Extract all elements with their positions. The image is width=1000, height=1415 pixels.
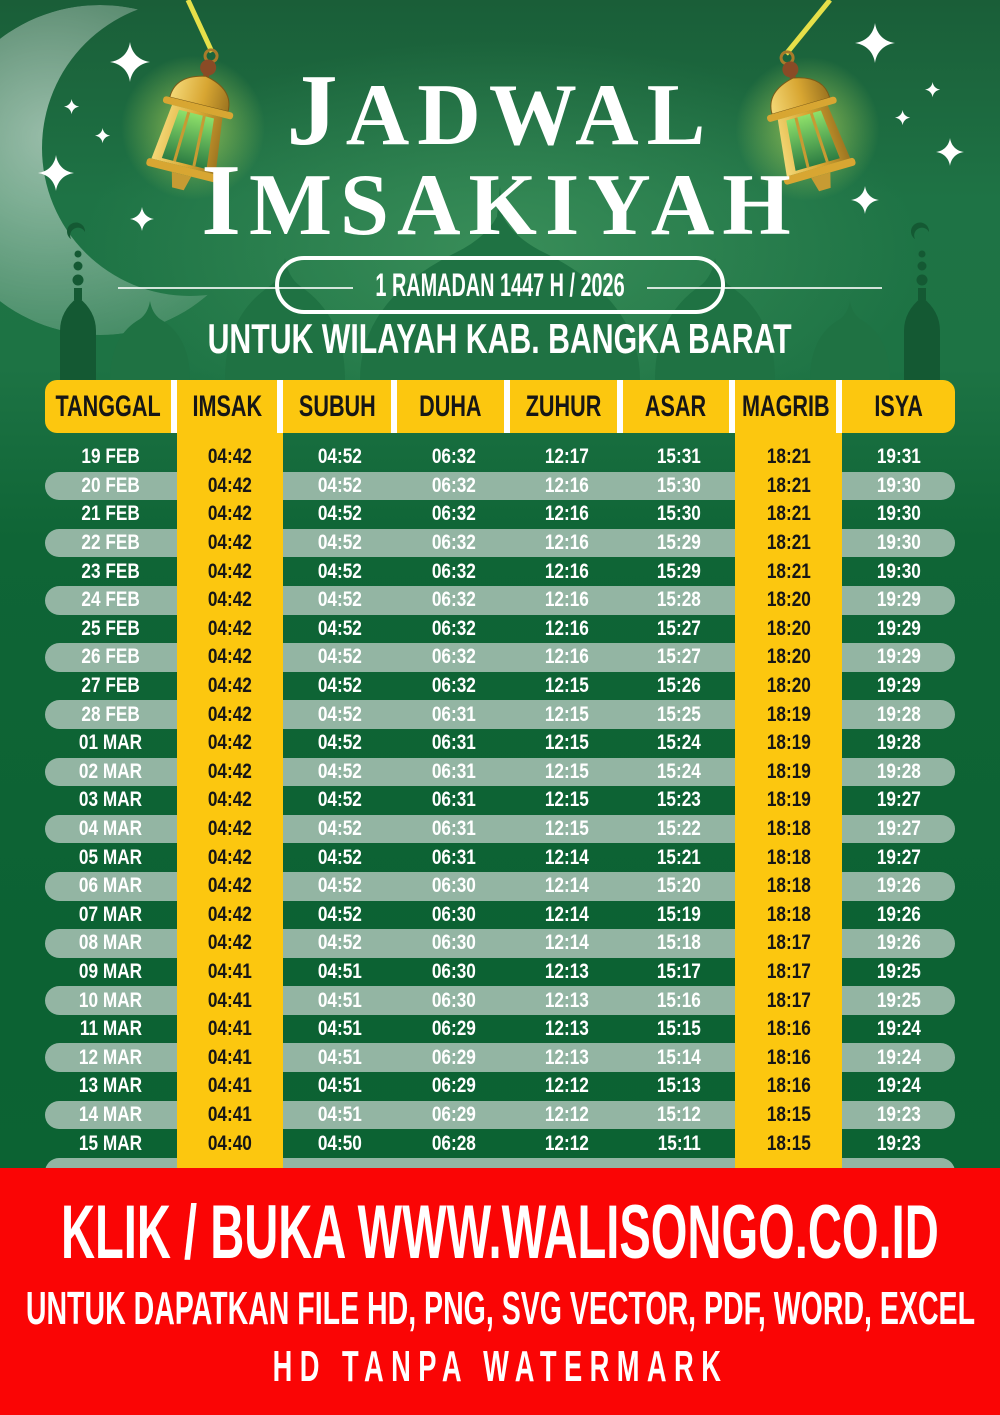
- time-cell: 06:31: [431, 817, 476, 841]
- time-cell: 06:30: [431, 931, 476, 955]
- time-cell: 12:14: [544, 902, 589, 926]
- time-cell: 19:30: [876, 559, 921, 583]
- time-cell: 06:31: [431, 845, 476, 869]
- time-cell: 19:28: [876, 731, 921, 755]
- time-cell: 06:32: [431, 502, 476, 526]
- time-cell: 06:31: [431, 788, 476, 812]
- time-cell: 04:41: [177, 986, 283, 1015]
- time-cell: 19:28: [876, 702, 921, 726]
- time-cell: 12:16: [544, 616, 589, 640]
- time-cell: 15:13: [656, 1074, 702, 1098]
- time-cell: 12:14: [544, 874, 589, 898]
- time-cell: 04:51: [317, 1074, 363, 1098]
- date-cell: 10 MAR: [79, 988, 143, 1012]
- poster-title-line2: IMSAKIYAH: [201, 144, 799, 257]
- time-cell: 19:23: [876, 1131, 921, 1155]
- time-cell: 12:15: [544, 702, 589, 726]
- table-row: [45, 615, 955, 644]
- time-cell: 04:52: [317, 502, 363, 526]
- time-cell: 06:32: [431, 559, 476, 583]
- time-cell: 06:28: [431, 1131, 476, 1155]
- time-cell: 15:20: [656, 874, 702, 898]
- time-cell: 04:42: [177, 443, 283, 472]
- time-cell: 04:41: [177, 958, 283, 987]
- time-cell: 18:21: [735, 557, 842, 586]
- time-cell: 04:51: [317, 1017, 363, 1041]
- time-cell: 12:12: [544, 1131, 589, 1155]
- ramadan-year-label: 1 RAMADAN 1447 H / 2026: [375, 267, 625, 303]
- time-cell: 19:31: [876, 445, 921, 469]
- time-cell: 19:25: [876, 988, 921, 1012]
- table-row: [45, 843, 955, 872]
- time-cell: 15:31: [656, 445, 702, 469]
- time-cell: 06:29: [431, 1045, 476, 1069]
- table-row: [45, 1015, 955, 1044]
- time-cell: 19:29: [876, 645, 921, 669]
- table-row: [45, 557, 955, 586]
- date-cell: 07 MAR: [79, 902, 143, 926]
- time-cell: 04:52: [317, 731, 363, 755]
- time-cell: 12:15: [544, 731, 589, 755]
- time-cell: 06:32: [431, 588, 476, 612]
- table-row: [45, 472, 955, 501]
- time-cell: 12:14: [544, 931, 589, 955]
- time-cell: 06:30: [431, 902, 476, 926]
- time-cell: 18:18: [735, 901, 842, 930]
- time-cell: 15:30: [656, 502, 702, 526]
- time-cell: 04:52: [317, 674, 363, 698]
- time-cell: 19:27: [876, 788, 921, 812]
- time-cell: 04:42: [177, 729, 283, 758]
- promo-url-line[interactable]: KLIK / BUKA WWW.WALISONGO.CO.ID: [61, 1189, 939, 1275]
- date-cell: 27 FEB: [81, 674, 141, 698]
- time-cell: 18:20: [735, 643, 842, 672]
- time-cell: 06:32: [431, 445, 476, 469]
- time-cell: 04:42: [177, 643, 283, 672]
- time-cell: 06:32: [431, 531, 476, 555]
- time-cell: 18:19: [735, 729, 842, 758]
- time-cell: 12:15: [544, 759, 589, 783]
- time-cell: 15:17: [656, 959, 702, 983]
- time-cell: 19:29: [876, 588, 921, 612]
- table-row: [45, 700, 955, 729]
- time-cell: 12:16: [544, 645, 589, 669]
- column-header-duha: DUHA: [397, 380, 510, 433]
- time-cell: 15:26: [656, 674, 702, 698]
- time-cell: 12:16: [544, 502, 589, 526]
- region-subtitle: UNTUK WILAYAH KAB. BANGKA BARAT: [207, 315, 793, 362]
- table-row: [45, 443, 955, 472]
- time-cell: 12:13: [544, 959, 589, 983]
- time-cell: 12:14: [544, 845, 589, 869]
- table-row: [45, 815, 955, 844]
- time-cell: 18:21: [735, 500, 842, 529]
- time-cell: 06:32: [431, 674, 476, 698]
- time-cell: 04:52: [317, 931, 363, 955]
- date-cell: 20 FEB: [81, 473, 141, 497]
- ramadan-year-badge: [275, 256, 725, 314]
- time-cell: 04:42: [177, 500, 283, 529]
- time-cell: 12:15: [544, 817, 589, 841]
- time-cell: 19:25: [876, 959, 921, 983]
- column-header-zuhur: ZUHUR: [510, 380, 623, 433]
- time-cell: 04:42: [177, 901, 283, 930]
- time-cell: 04:42: [177, 672, 283, 701]
- time-cell: 18:17: [735, 958, 842, 987]
- time-cell: 18:18: [735, 872, 842, 901]
- time-cell: 15:25: [656, 702, 702, 726]
- promo-banner[interactable]: [0, 1168, 1000, 1415]
- time-cell: 04:52: [317, 588, 363, 612]
- date-cell: 02 MAR: [79, 759, 143, 783]
- time-cell: 19:30: [876, 531, 921, 555]
- date-cell: 15 MAR: [79, 1131, 143, 1155]
- time-cell: 04:52: [317, 702, 363, 726]
- time-cell: 04:42: [177, 472, 283, 501]
- time-cell: 04:42: [177, 529, 283, 558]
- promo-watermark-line: HD TANPA WATERMARK: [272, 1341, 728, 1391]
- date-cell: 24 FEB: [81, 588, 141, 612]
- time-cell: 19:24: [876, 1045, 921, 1069]
- table-row: [45, 901, 955, 930]
- time-cell: 12:15: [544, 788, 589, 812]
- time-cell: 04:51: [317, 1045, 363, 1069]
- time-cell: 15:11: [657, 1131, 701, 1155]
- time-cell: 04:52: [317, 645, 363, 669]
- time-cell: 06:30: [431, 988, 476, 1012]
- time-cell: 06:32: [431, 616, 476, 640]
- time-cell: 04:51: [317, 1102, 363, 1126]
- time-cell: 12:12: [544, 1102, 589, 1126]
- time-cell: 04:41: [177, 1043, 283, 1072]
- time-cell: 15:22: [656, 817, 702, 841]
- time-cell: 04:42: [177, 843, 283, 872]
- time-cell: 19:26: [876, 874, 921, 898]
- column-header-isya: ISYA: [842, 380, 955, 433]
- column-header-asar: ASAR: [623, 380, 735, 433]
- time-cell: 12:16: [544, 531, 589, 555]
- date-cell: 11 MAR: [79, 1017, 143, 1041]
- time-cell: 15:24: [656, 731, 702, 755]
- table-row: [45, 1072, 955, 1101]
- date-cell: 01 MAR: [79, 731, 143, 755]
- time-cell: 12:15: [544, 674, 589, 698]
- table-row: [45, 643, 955, 672]
- lantern-string: [786, 0, 830, 54]
- time-cell: 12:13: [544, 1045, 589, 1069]
- prayer-schedule-table: [45, 380, 955, 1178]
- time-cell: 18:15: [735, 1101, 842, 1130]
- time-cell: 19:29: [876, 616, 921, 640]
- time-cell: 19:26: [876, 902, 921, 926]
- time-cell: 19:27: [876, 817, 921, 841]
- table-row: [45, 586, 955, 615]
- time-cell: 04:41: [177, 1101, 283, 1130]
- time-cell: 15:29: [656, 559, 702, 583]
- time-cell: 18:19: [735, 786, 842, 815]
- time-cell: 04:42: [177, 557, 283, 586]
- time-cell: 15:21: [656, 845, 702, 869]
- date-cell: 14 MAR: [79, 1102, 143, 1126]
- date-cell: 08 MAR: [79, 931, 143, 955]
- time-cell: 04:52: [317, 473, 363, 497]
- time-cell: 06:31: [431, 759, 476, 783]
- time-cell: 06:32: [431, 473, 476, 497]
- time-cell: 18:18: [735, 843, 842, 872]
- time-cell: 04:51: [317, 959, 363, 983]
- poster-title-line1: JADWAL: [286, 54, 714, 167]
- table-row: [45, 929, 955, 958]
- time-cell: 04:52: [317, 817, 363, 841]
- time-cell: 04:52: [317, 788, 363, 812]
- time-cell: 04:42: [177, 929, 283, 958]
- date-cell: 26 FEB: [81, 645, 141, 669]
- time-cell: 04:41: [177, 1015, 283, 1044]
- time-cell: 04:52: [317, 616, 363, 640]
- time-cell: 04:52: [317, 531, 363, 555]
- time-cell: 06:31: [431, 731, 476, 755]
- table-row: [45, 1101, 955, 1130]
- date-cell: 13 MAR: [79, 1074, 143, 1098]
- time-cell: 18:20: [735, 586, 842, 615]
- time-cell: 19:28: [876, 759, 921, 783]
- time-cell: 04:52: [317, 445, 363, 469]
- time-cell: 18:16: [735, 1015, 842, 1044]
- time-cell: 15:27: [656, 616, 702, 640]
- time-cell: 18:17: [735, 986, 842, 1015]
- date-cell: 21 FEB: [81, 502, 141, 526]
- column-header-imsak: IMSAK: [177, 380, 283, 433]
- time-cell: 15:16: [656, 988, 702, 1012]
- table-row: [45, 529, 955, 558]
- time-cell: 18:20: [735, 672, 842, 701]
- time-cell: 15:28: [656, 588, 702, 612]
- poster-header: [0, 0, 1000, 380]
- time-cell: 15:18: [656, 931, 702, 955]
- time-cell: 04:52: [317, 759, 363, 783]
- date-cell: 23 FEB: [81, 559, 141, 583]
- time-cell: 19:24: [876, 1074, 921, 1098]
- date-cell: 19 FEB: [81, 445, 141, 469]
- time-cell: 19:30: [876, 473, 921, 497]
- date-cell: 12 MAR: [79, 1045, 143, 1069]
- table-row: [45, 672, 955, 701]
- time-cell: 04:52: [317, 559, 363, 583]
- time-cell: 04:42: [177, 615, 283, 644]
- time-cell: 18:15: [735, 1129, 842, 1158]
- time-cell: 19:24: [876, 1017, 921, 1041]
- time-cell: 19:30: [876, 502, 921, 526]
- time-cell: 06:29: [431, 1074, 476, 1098]
- date-cell: 09 MAR: [79, 959, 143, 983]
- date-cell: 22 FEB: [81, 531, 141, 555]
- table-body: [45, 433, 955, 1178]
- time-cell: 04:42: [177, 872, 283, 901]
- time-cell: 15:15: [656, 1017, 702, 1041]
- date-cell: 25 FEB: [81, 616, 141, 640]
- table-row: [45, 758, 955, 787]
- time-cell: 04:42: [177, 815, 283, 844]
- table-row: [45, 1043, 955, 1072]
- time-cell: 18:20: [735, 615, 842, 644]
- time-cell: 18:16: [735, 1072, 842, 1101]
- time-cell: 19:26: [876, 931, 921, 955]
- table-row: [45, 729, 955, 758]
- table-row: [45, 958, 955, 987]
- time-cell: 15:29: [656, 531, 702, 555]
- table-row: [45, 500, 955, 529]
- time-cell: 04:52: [317, 902, 363, 926]
- time-cell: 04:42: [177, 700, 283, 729]
- column-header-magrib: MAGRIB: [735, 380, 842, 433]
- time-cell: 18:21: [735, 443, 842, 472]
- time-cell: 12:13: [544, 988, 589, 1012]
- date-cell: 05 MAR: [79, 845, 143, 869]
- table-row: [45, 1129, 955, 1158]
- date-cell: 06 MAR: [79, 874, 143, 898]
- table-row: [45, 786, 955, 815]
- time-cell: 12:13: [544, 1017, 589, 1041]
- time-cell: 06:29: [431, 1102, 476, 1126]
- date-cell: 04 MAR: [79, 817, 143, 841]
- time-cell: 18:17: [735, 929, 842, 958]
- time-cell: 12:16: [544, 473, 589, 497]
- time-cell: 04:41: [177, 1072, 283, 1101]
- time-cell: 06:30: [431, 874, 476, 898]
- time-cell: 12:17: [544, 445, 589, 469]
- table-header-row: [45, 380, 955, 433]
- time-cell: 04:42: [177, 786, 283, 815]
- time-cell: 18:16: [735, 1043, 842, 1072]
- date-cell: 28 FEB: [81, 702, 141, 726]
- time-cell: 15:23: [656, 788, 702, 812]
- table-row: [45, 872, 955, 901]
- time-cell: 04:40: [177, 1129, 283, 1158]
- time-cell: 04:42: [177, 586, 283, 615]
- time-cell: 18:18: [735, 815, 842, 844]
- time-cell: 15:14: [656, 1045, 702, 1069]
- time-cell: 19:29: [876, 674, 921, 698]
- time-cell: 19:23: [876, 1102, 921, 1126]
- time-cell: 06:30: [431, 959, 476, 983]
- time-cell: 18:21: [735, 529, 842, 558]
- time-cell: 04:52: [317, 845, 363, 869]
- time-cell: 15:27: [656, 645, 702, 669]
- table-row: [45, 986, 955, 1015]
- time-cell: 15:24: [656, 759, 702, 783]
- date-cell: 03 MAR: [79, 788, 143, 812]
- time-cell: 18:19: [735, 758, 842, 787]
- time-cell: 04:52: [317, 874, 363, 898]
- time-cell: 18:21: [735, 472, 842, 501]
- time-cell: 12:16: [544, 559, 589, 583]
- time-cell: 04:42: [177, 758, 283, 787]
- time-cell: 15:19: [656, 902, 702, 926]
- time-cell: 19:27: [876, 845, 921, 869]
- column-header-subuh: SUBUH: [283, 380, 397, 433]
- time-cell: 15:30: [656, 473, 702, 497]
- time-cell: 12:12: [544, 1074, 589, 1098]
- promo-formats-line: UNTUK DAPATKAN FILE HD, PNG, SVG VECTOR, PDF, WORD, EXCEL: [25, 1281, 975, 1334]
- time-cell: 15:12: [656, 1102, 702, 1126]
- time-cell: 12:16: [544, 588, 589, 612]
- time-cell: 06:32: [431, 645, 476, 669]
- time-cell: 18:19: [735, 700, 842, 729]
- time-cell: 06:29: [431, 1017, 476, 1041]
- time-cell: 04:50: [317, 1131, 363, 1155]
- column-header-tanggal: TANGGAL: [45, 380, 177, 433]
- time-cell: 04:51: [317, 988, 363, 1012]
- time-cell: 06:31: [431, 702, 476, 726]
